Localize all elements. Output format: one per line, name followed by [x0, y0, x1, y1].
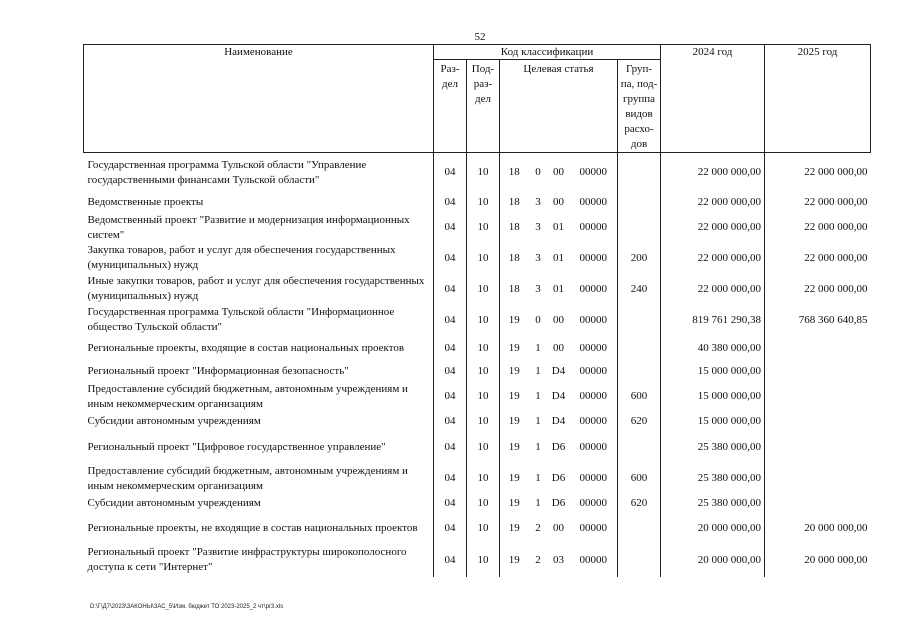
row-subsection: 10 — [467, 336, 500, 362]
row-target-direction: 00000 — [570, 514, 618, 544]
row-target-type: 1 — [535, 390, 541, 402]
row-subsection: 10 — [467, 432, 500, 464]
row-name: Государственная программа Тульской области "Управление государственными финансами Тульской области" — [84, 153, 434, 193]
row-expense-group: 240 — [618, 274, 661, 305]
row-expense-group — [618, 336, 661, 362]
row-amount-2024: 25 380 000,00 — [661, 464, 765, 494]
row-amount-2024: 15 000 000,00 — [661, 412, 765, 432]
row-target-direction: 00000 — [570, 544, 618, 577]
page-number: 52 — [474, 31, 486, 43]
table-row — [84, 464, 871, 494]
row-subsection: 10 — [467, 243, 500, 274]
row-section: 04 — [434, 193, 467, 213]
row-target-direction: 00000 — [570, 243, 618, 274]
table-row — [84, 382, 871, 412]
row-target-type: 3 — [535, 221, 541, 233]
row-name: Предоставление субсидий бюджетным, автономным учреждениям и иным некоммерческим организациям — [84, 464, 434, 494]
row-target-item: D6 — [551, 497, 566, 509]
row-target-item: 00 — [553, 522, 564, 534]
row-amount-2024: 25 380 000,00 — [661, 494, 765, 514]
row-name: Иные закупки товаров, работ и услуг для обеспечения государственных (муниципальных) нужд — [84, 274, 434, 305]
row-target-direction: 00000 — [570, 274, 618, 305]
row-amount-2024: 22 000 000,00 — [661, 274, 765, 305]
header-expense-group: Груп- па, под- группа видов расхо- дов — [618, 60, 661, 153]
row-amount-2025: 768 360 640,85 — [798, 313, 868, 326]
row-name: Государственная программа Тульской области "Информационное общество Тульской области" — [84, 305, 434, 336]
row-target-program: 19 — [508, 472, 520, 484]
row-amount-2025: 22 000 000,00 — [804, 166, 868, 179]
row-name: Региональный проект "Цифровое государственное управление" — [84, 432, 434, 464]
table-row — [84, 305, 871, 336]
row-target-type: 1 — [535, 472, 541, 484]
row-target-program: 19 — [508, 342, 520, 354]
row-subsection: 10 — [467, 274, 500, 305]
row-target-direction: 00000 — [570, 382, 618, 412]
row-target-item: D6 — [551, 441, 566, 453]
row-section: 04 — [434, 243, 467, 274]
row-target-item: 01 — [553, 221, 564, 233]
row-amount-2025 — [765, 336, 871, 362]
header-name: Наименование — [84, 45, 434, 153]
row-subsection: 10 — [467, 362, 500, 382]
row-target-direction: 00000 — [570, 494, 618, 514]
row-expense-group — [618, 153, 661, 193]
row-amount-2024: 20 000 000,00 — [661, 514, 765, 544]
row-target-direction: 00000 — [570, 432, 618, 464]
row-section: 04 — [434, 213, 467, 243]
row-amount-2024: 22 000 000,00 — [661, 243, 765, 274]
row-section: 04 — [434, 362, 467, 382]
row-name: Закупка товаров, работ и услуг для обеспечения государственных (муниципальных) нужд — [84, 243, 434, 274]
header-section: Раз- дел — [434, 60, 467, 153]
table-body — [84, 153, 871, 577]
row-section: 04 — [434, 305, 467, 336]
table-row — [84, 243, 871, 274]
row-target-item: 00 — [553, 166, 564, 179]
row-subsection: 10 — [467, 544, 500, 577]
row-target-program: 19 — [508, 522, 520, 534]
row-target-direction: 00000 — [570, 153, 618, 193]
row-amount-2025 — [765, 464, 871, 494]
row-target-direction: 00000 — [570, 464, 618, 494]
row-amount-2024: 20 000 000,00 — [661, 544, 765, 577]
row-target-item: 00 — [553, 196, 564, 208]
row-amount-2024: 819 761 290,38 — [661, 305, 765, 336]
row-expense-group — [618, 544, 661, 577]
row-amount-2024: 15 000 000,00 — [661, 362, 765, 382]
row-name: Региональный проект "Информационная безопасность" — [84, 362, 434, 382]
row-expense-group: 620 — [618, 412, 661, 432]
row-amount-2025 — [765, 432, 871, 464]
table-row — [84, 362, 871, 382]
row-name: Ведомственные проекты — [84, 193, 434, 213]
row-amount-2025: 22 000 000,00 — [804, 196, 868, 208]
row-amount-2024: 15 000 000,00 — [661, 382, 765, 412]
table-row — [84, 412, 871, 432]
row-expense-group — [618, 432, 661, 464]
row-amount-2024: 22 000 000,00 — [661, 153, 765, 193]
row-target-program: 19 — [508, 553, 520, 566]
row-target-type: 1 — [535, 441, 541, 453]
header-subsection: Под- раз- дел — [467, 60, 500, 153]
row-target-type: 3 — [535, 282, 541, 295]
row-target-program: 18 — [508, 251, 520, 264]
row-target-item: 01 — [553, 282, 564, 295]
row-target-type: 3 — [535, 251, 541, 264]
row-target-program: 19 — [508, 365, 520, 377]
row-expense-group: 200 — [618, 243, 661, 274]
table-row — [84, 494, 871, 514]
row-amount-2025: 22 000 000,00 — [804, 251, 868, 264]
row-target-direction: 00000 — [570, 362, 618, 382]
row-expense-group: 620 — [618, 494, 661, 514]
row-amount-2025 — [765, 494, 871, 514]
row-target-type: 2 — [535, 553, 541, 566]
row-subsection: 10 — [467, 464, 500, 494]
row-target-program: 18 — [508, 196, 520, 208]
row-target-direction: 00000 — [570, 213, 618, 243]
row-section: 04 — [434, 274, 467, 305]
row-amount-2025 — [765, 362, 871, 382]
header-year-2024: 2024 год — [661, 45, 765, 153]
row-target-direction: 00000 — [570, 305, 618, 336]
row-section: 04 — [434, 412, 467, 432]
row-amount-2025 — [765, 382, 871, 412]
row-subsection: 10 — [467, 213, 500, 243]
header-year-2025: 2025 год — [765, 45, 871, 153]
table-row — [84, 153, 871, 193]
row-section: 04 — [434, 336, 467, 362]
row-section: 04 — [434, 382, 467, 412]
row-amount-2024: 22 000 000,00 — [661, 193, 765, 213]
row-amount-2025 — [765, 412, 871, 432]
row-expense-group: 600 — [618, 382, 661, 412]
row-subsection: 10 — [467, 193, 500, 213]
row-section: 04 — [434, 514, 467, 544]
row-target-program: 18 — [508, 282, 520, 295]
row-target-program: 19 — [508, 313, 520, 326]
row-target-type: 2 — [535, 522, 541, 534]
row-target-type: 0 — [535, 166, 541, 179]
row-target-program: 19 — [508, 441, 520, 453]
footer-file-path: D:\Г\Д7\2023\ЗАКОНЫ\ЗАС_5\Изм. бюджет ТО 2023-2025_2 чт\pr3.xls — [90, 604, 284, 610]
table-row — [84, 514, 871, 544]
row-name: Ведомственный проект "Развитие и модернизация информационных систем" — [84, 213, 434, 243]
row-target-item: 03 — [553, 553, 564, 566]
row-target-program: 19 — [508, 390, 520, 402]
row-expense-group: 600 — [618, 464, 661, 494]
budget-table — [83, 44, 871, 577]
row-amount-2025: 20 000 000,00 — [804, 553, 868, 566]
row-target-item: D4 — [551, 365, 566, 377]
row-amount-2025: 20 000 000,00 — [804, 522, 868, 534]
row-target-item: D6 — [551, 472, 566, 484]
row-target-item: 00 — [553, 342, 564, 354]
row-subsection: 10 — [467, 514, 500, 544]
row-expense-group — [618, 213, 661, 243]
table-row — [84, 193, 871, 213]
row-amount-2024: 40 380 000,00 — [661, 336, 765, 362]
row-subsection: 10 — [467, 153, 500, 193]
row-target-item: D4 — [551, 390, 566, 402]
row-target-type: 1 — [535, 342, 541, 354]
row-amount-2024: 25 380 000,00 — [661, 432, 765, 464]
row-target-item: D4 — [551, 415, 566, 427]
row-expense-group — [618, 193, 661, 213]
row-amount-2025: 22 000 000,00 — [804, 221, 868, 233]
header-target-article: Целевая статья — [500, 60, 618, 153]
row-expense-group — [618, 514, 661, 544]
row-name: Региональные проекты, не входящие в состав национальных проектов — [84, 514, 434, 544]
row-name: Субсидии автономным учреждениям — [84, 494, 434, 514]
row-target-direction: 00000 — [570, 336, 618, 362]
table-row — [84, 213, 871, 243]
table-row — [84, 274, 871, 305]
row-target-item: 00 — [553, 313, 564, 326]
header-classification-code: Код классификации — [434, 45, 661, 60]
row-target-direction: 00000 — [570, 412, 618, 432]
row-name: Региональный проект "Развитие инфраструктуры широкополосного доступа к сети "Интернет" — [84, 544, 434, 577]
row-section: 04 — [434, 544, 467, 577]
row-name: Субсидии автономным учреждениям — [84, 412, 434, 432]
row-target-type: 1 — [535, 365, 541, 377]
row-name: Региональные проекты, входящие в состав национальных проектов — [84, 336, 434, 362]
row-target-item: 01 — [553, 251, 564, 264]
row-section: 04 — [434, 432, 467, 464]
row-section: 04 — [434, 153, 467, 193]
row-expense-group — [618, 362, 661, 382]
table-row — [84, 544, 871, 577]
row-section: 04 — [434, 494, 467, 514]
row-amount-2025: 22 000 000,00 — [804, 282, 868, 295]
row-target-type: 1 — [535, 497, 541, 509]
row-subsection: 10 — [467, 494, 500, 514]
row-target-type: 1 — [535, 415, 541, 427]
row-subsection: 10 — [467, 382, 500, 412]
row-target-program: 19 — [508, 415, 520, 427]
row-target-type: 0 — [535, 313, 541, 326]
row-target-type: 3 — [535, 196, 541, 208]
table-row — [84, 336, 871, 362]
row-target-program: 18 — [508, 221, 520, 233]
table-row — [84, 432, 871, 464]
row-amount-2024: 22 000 000,00 — [661, 213, 765, 243]
row-target-program: 19 — [508, 497, 520, 509]
row-subsection: 10 — [467, 305, 500, 336]
row-expense-group — [618, 305, 661, 336]
row-target-program: 18 — [508, 166, 520, 179]
row-subsection: 10 — [467, 412, 500, 432]
row-target-direction: 00000 — [570, 193, 618, 213]
row-name: Предоставление субсидий бюджетным, автономным учреждениям и иным некоммерческим организациям — [84, 382, 434, 412]
row-section: 04 — [434, 464, 467, 494]
